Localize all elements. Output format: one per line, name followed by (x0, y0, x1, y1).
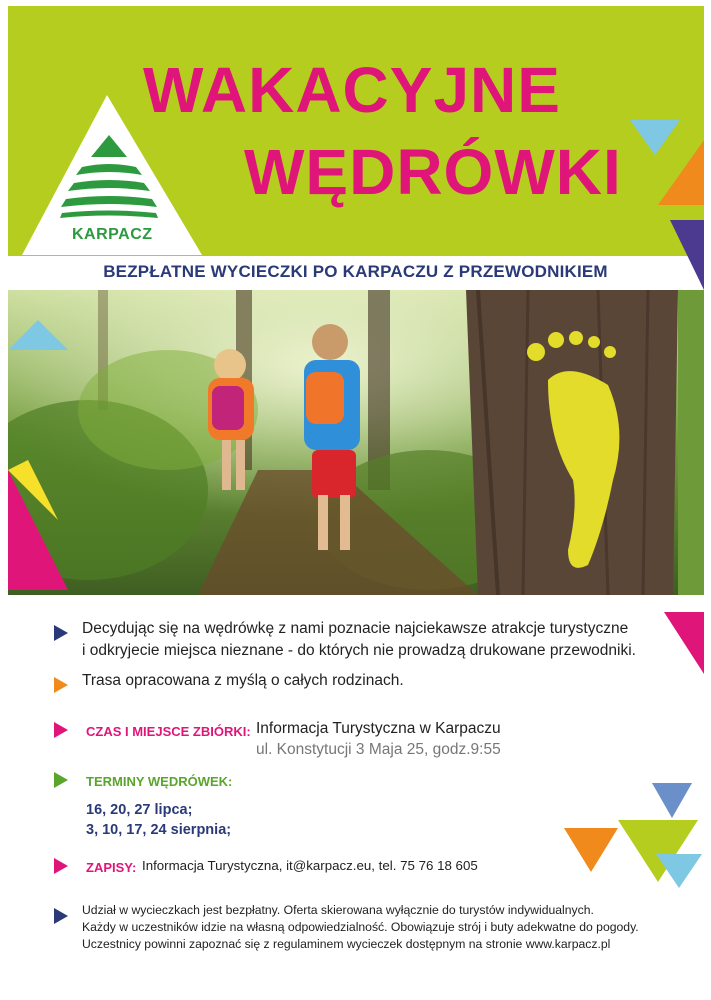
bullet-green-icon (54, 772, 68, 788)
hiking-children-photo (8, 290, 704, 595)
logo-text: KARPACZ (72, 226, 153, 243)
signup-text: Informacja Turystyczna, it@karpacz.eu, tel. 75 76 18 605 (142, 858, 478, 873)
triangles-cluster-decoration (560, 780, 710, 892)
dates-july: 16, 20, 27 lipca; (86, 802, 193, 818)
footer-line-3: Uczestnicy powinni zapoznać się z regulaminem wycieczek dostępnym na stronie www.karpacz.pl (82, 937, 611, 951)
bullet-navy-icon (54, 625, 68, 641)
intro-line-2: i odkryjecie miejsca nieznane - do których nie prowadzą drukowane przewodniki. (82, 642, 636, 659)
page-title-line1: WAKACYJNE (143, 54, 561, 126)
meeting-label: CZAS I MIEJSCE ZBIÓRKI: (86, 724, 251, 739)
footer-notes (82, 902, 702, 953)
dates-list (86, 800, 231, 840)
page-subtitle: BEZPŁATNE WYCIECZKI PO KARPACZU Z PRZEWODNIKIEM (103, 262, 608, 281)
intro-paragraph-1 (82, 618, 672, 662)
dates-label: TERMINY WĘDRÓWEK: (86, 774, 233, 789)
signup-label: ZAPISY: (86, 860, 137, 875)
intro-paragraph-2: Trasa opracowana z myślą o całych rodzinach. (82, 672, 404, 689)
footer-line-1: Udział w wycieczkach jest bezpłatny. Oferta skierowana wyłącznie do turystów indywidualnych. (82, 903, 594, 917)
meeting-address: ul. Konstytucji 3 Maja 25, godz.9:55 (256, 741, 501, 758)
dates-august: 3, 10, 17, 24 sierpnia; (86, 822, 232, 838)
bullet-magenta-icon (54, 858, 68, 874)
meeting-place: Informacja Turystyczna w Karpaczu (256, 720, 501, 737)
bullet-orange-icon (54, 677, 68, 693)
footer-line-2: Każdy w uczestników idzie na własną odpowiedzialność. Obowiązuje strój i buty adekwatne do pogody. (82, 920, 639, 934)
page-title-line2: WĘDRÓWKI (244, 136, 622, 208)
intro-line-1: Decydując się na wędrówkę z nami poznacie najciekawsze atrakcje turystyczne (82, 620, 629, 637)
photo-triangles-decoration (8, 320, 78, 600)
bullet-navy-icon (54, 908, 68, 924)
bullet-magenta-icon (54, 722, 68, 738)
